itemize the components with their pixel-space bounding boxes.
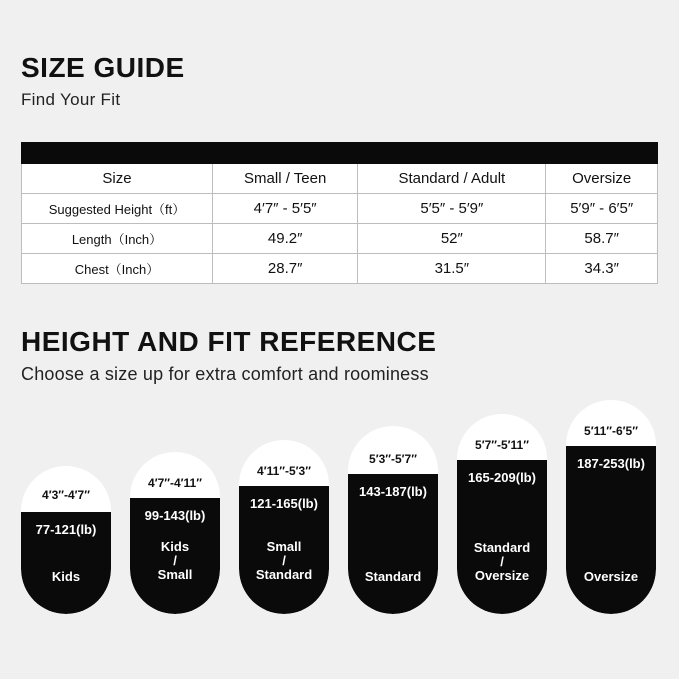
pill-size-label: Standard (473, 540, 531, 555)
pill-size-label: / (500, 554, 504, 569)
column-header: Size (22, 164, 213, 194)
pill-size-label: Small (266, 539, 302, 554)
table-cell: 4′7″ - 5′5″ (213, 194, 358, 224)
pill-size-label: Oversize (583, 569, 639, 584)
pill-body (566, 446, 656, 614)
pill-size-label: / (173, 553, 177, 568)
table-cell: 5′5″ - 5′9″ (358, 194, 546, 224)
size-chart-table (21, 142, 658, 284)
table-cell: 34.3″ (546, 254, 658, 284)
column-header: Oversize (546, 164, 658, 194)
pill-body (457, 460, 547, 614)
table-cell: 49.2″ (213, 224, 358, 254)
pill-size-label: Oversize (474, 568, 530, 583)
size-pill-standard-oversize (457, 414, 547, 614)
pill-height-range: 4′11″-5′3″ (257, 464, 311, 478)
pill-height-range: 4′7″-4′11″ (148, 476, 202, 490)
pill-height-range: 5′7″-5′11″ (475, 438, 529, 452)
column-header: Small / Teen (213, 164, 358, 194)
table-column-headers (22, 164, 658, 194)
size-guide-subtitle: Find Your Fit (21, 90, 121, 109)
size-pill-kids (21, 466, 111, 614)
pill-body (239, 486, 329, 614)
pill-weight-range: 143-187(lb) (359, 484, 427, 499)
pill-height-range: 5′3″-5′7″ (369, 452, 417, 466)
row-header: Chest（Inch） (22, 254, 213, 284)
table-row (22, 224, 658, 254)
pill-body (21, 512, 111, 614)
row-header: Suggested Height（ft） (22, 194, 213, 224)
pill-body (348, 474, 438, 614)
pill-size-label: Standard (364, 569, 422, 584)
size-guide-title: SIZE GUIDE (21, 52, 185, 83)
size-pill-oversize (566, 400, 656, 614)
pill-height-range: 4′3″-4′7″ (42, 488, 90, 502)
size-pill-kids-small (130, 452, 220, 614)
fit-reference-title: HEIGHT AND FIT REFERENCE (21, 326, 437, 357)
table-cell: 5′9″ - 6′5″ (546, 194, 658, 224)
row-header: Length（Inch） (22, 224, 213, 254)
table-row (22, 194, 658, 224)
pill-body (130, 498, 220, 614)
pill-weight-range: 77-121(lb) (35, 522, 97, 537)
table-cell: 28.7″ (213, 254, 358, 284)
pill-weight-range: 99-143(lb) (144, 508, 206, 523)
size-pill-small-standard (239, 440, 329, 614)
pill-weight-range: 165-209(lb) (468, 470, 536, 485)
pill-weight-range: 121-165(lb) (250, 496, 318, 511)
fit-reference-subtitle: Choose a size up for extra comfort and roominess (21, 364, 429, 384)
pill-size-label: Kids (51, 569, 81, 584)
table-cell: 52″ (358, 224, 546, 254)
pill-weight-range: 187-253(lb) (577, 456, 645, 471)
table-cell: 58.7″ (546, 224, 658, 254)
pill-height-range: 5′11″-6′5″ (584, 424, 638, 438)
table-header-bar (22, 143, 658, 164)
table-row (22, 254, 658, 284)
size-pill-standard (348, 426, 438, 614)
pill-size-label: Kids (160, 539, 190, 554)
pill-size-label: Small (157, 567, 193, 582)
column-header: Standard / Adult (358, 164, 546, 194)
pill-size-label: Standard (255, 567, 313, 582)
pill-size-label: / (282, 553, 286, 568)
table-cell: 31.5″ (358, 254, 546, 284)
